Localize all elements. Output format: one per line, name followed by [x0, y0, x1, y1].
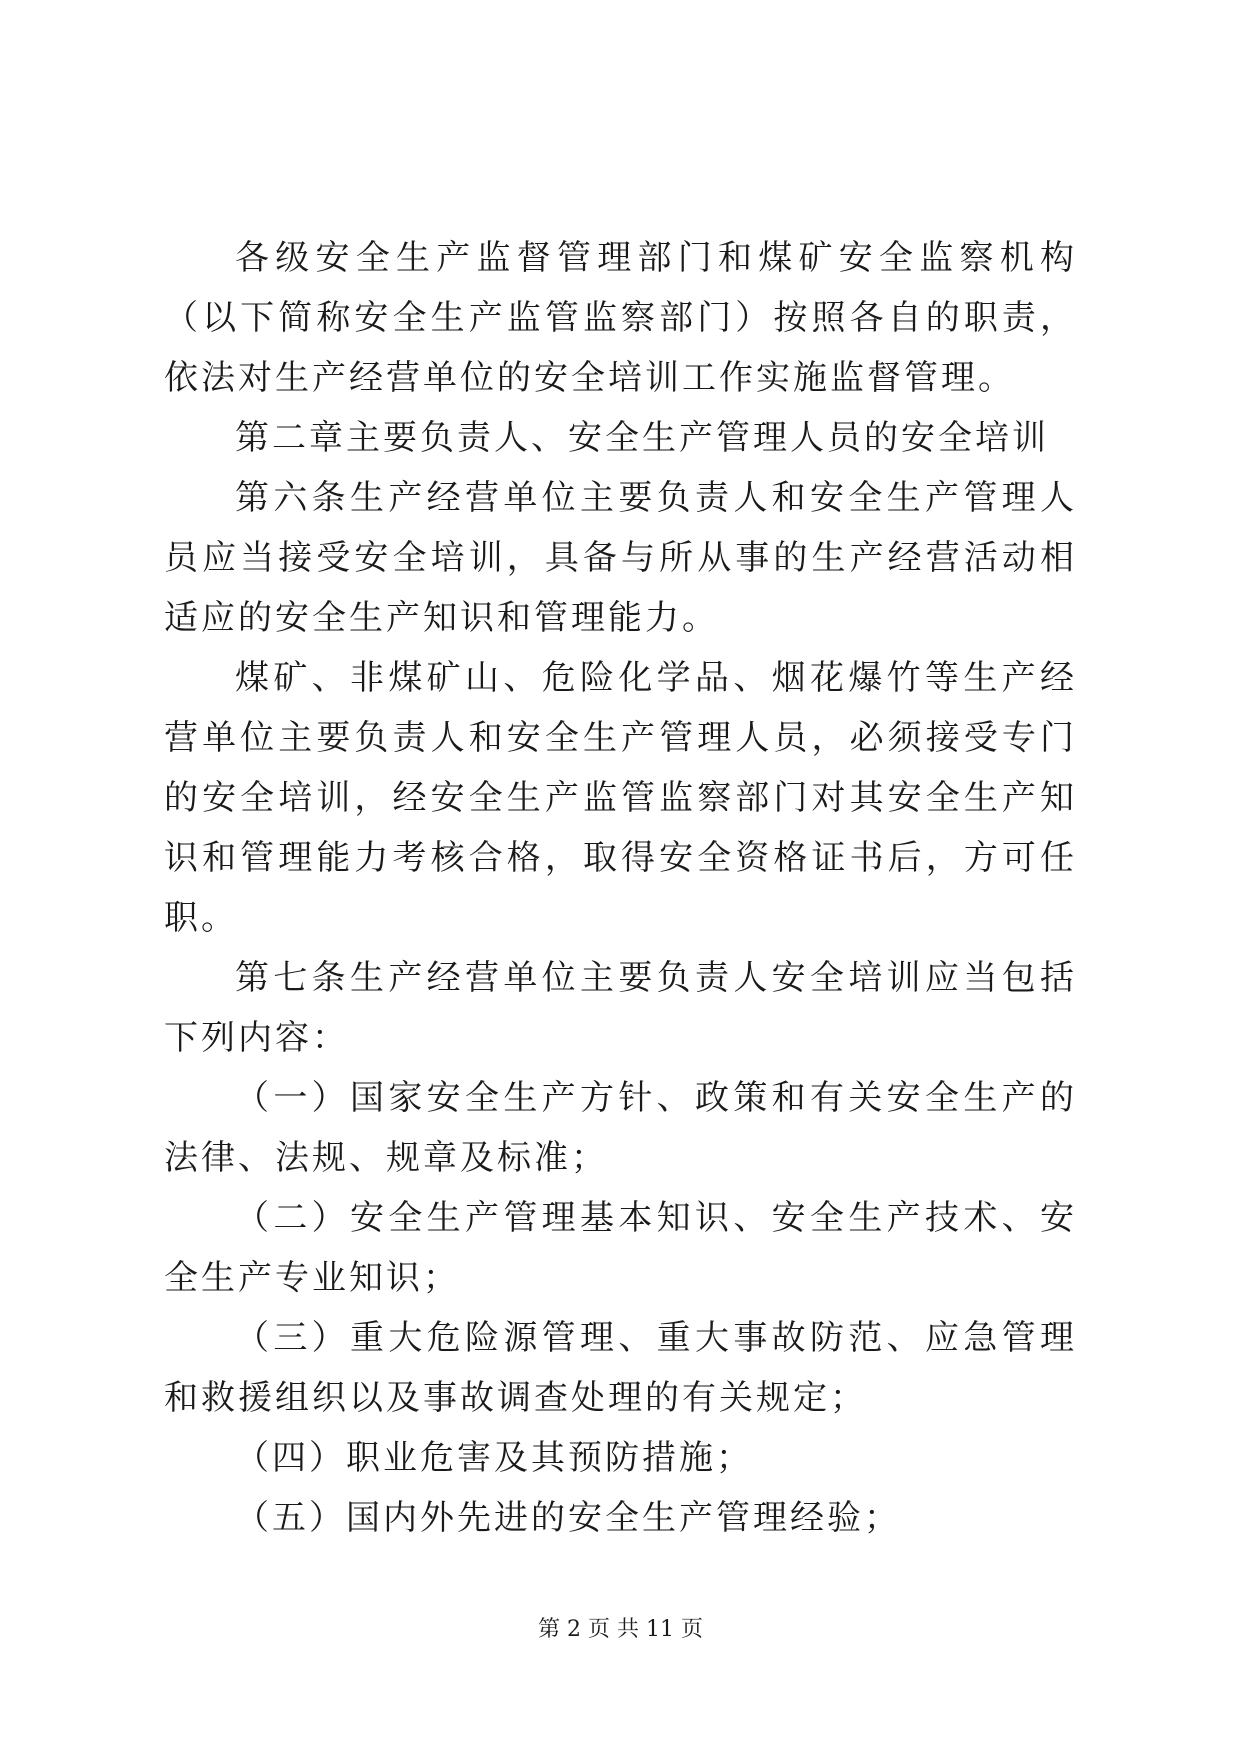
article-7: 第七条生产经营单位主要负责人安全培训应当包括下列内容：	[164, 958, 1077, 1058]
paragraph-special-industries: 煤矿、非煤矿山、危险化学品、烟花爆竹等生产经营单位主要负责人和安全生产管理人员，必须接受专门的安全培训，经安全生产监管监察部门对其安全生产知识和管理能力考核合格，取得安全资格证书后，方可任职。	[164, 658, 1077, 938]
list-item-5: （五）国内外先进的安全生产管理经验；	[235, 1498, 901, 1538]
article-6: 第六条生产经营单位主要负责人和安全生产管理人员应当接受安全培训，具备与所从事的生产经营活动相适应的安全生产知识和管理能力。	[164, 478, 1077, 638]
page-number-footer: 第 2 页 共 11 页	[538, 1617, 703, 1642]
list-item-3: （三）重大危险源管理、重大事故防范、应急管理和救援组织以及事故调查处理的有关规定；	[164, 1318, 1077, 1418]
list-item-1: （一）国家安全生产方针、政策和有关安全生产的法律、法规、规章及标准；	[164, 1078, 1077, 1178]
chapter-heading: 第二章主要负责人、安全生产管理人员的安全培训	[235, 418, 1049, 458]
document-body	[164, 228, 1077, 1548]
list-item-4: （四）职业危害及其预防措施；	[235, 1438, 753, 1478]
list-item-2: （二）安全生产管理基本知识、安全生产技术、安全生产专业知识；	[164, 1198, 1077, 1298]
paragraph-supervision: 各级安全生产监督管理部门和煤矿安全监察机构（以下简称安全生产监管监察部门）按照各自的职责，依法对生产经营单位的安全培训工作实施监督管理。	[164, 238, 1077, 398]
